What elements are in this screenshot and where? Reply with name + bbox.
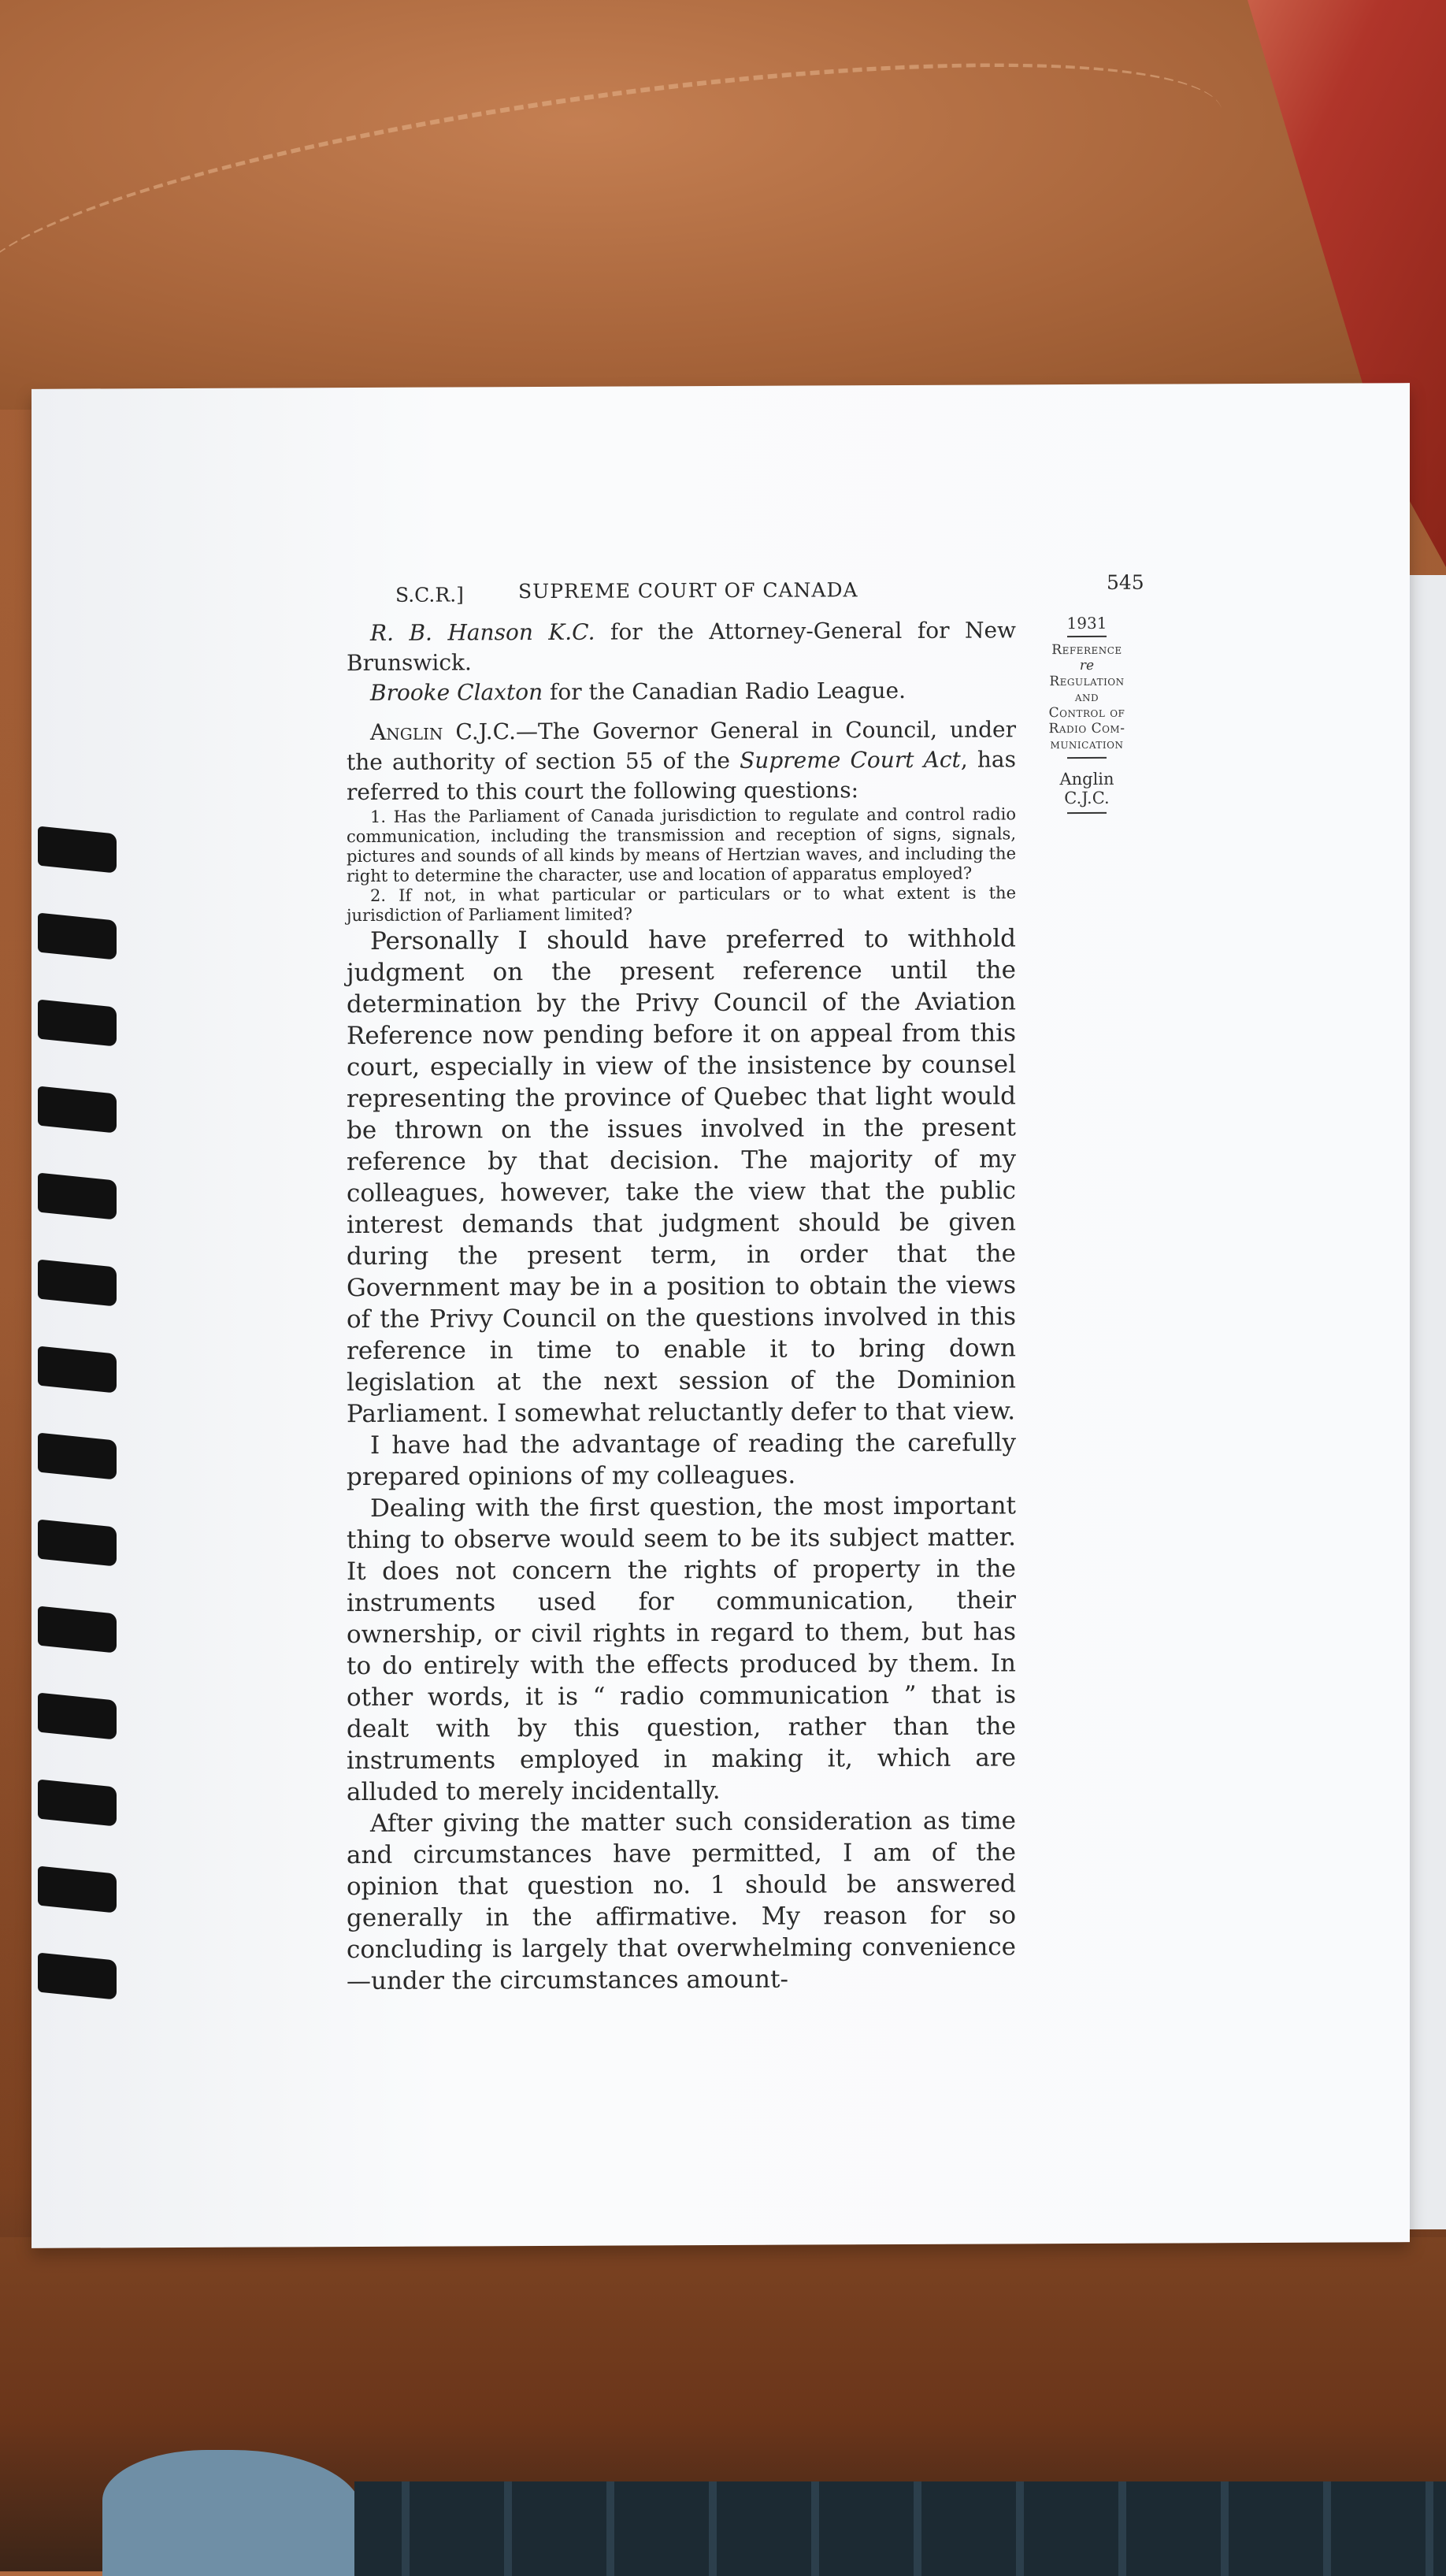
opening-text-end: , has referred to this court the following questions:	[347, 746, 1016, 806]
book-page	[32, 383, 1410, 2248]
judge-name: Anglin	[370, 718, 443, 745]
counsel-name: R. B. Hanson K.C.	[370, 618, 595, 646]
margin-judge-name: Anglin	[1059, 769, 1114, 789]
page-number: 545	[1107, 570, 1144, 594]
binding-coil	[38, 1693, 117, 1740]
running-head-title: SUPREME COURT OF CANADA	[518, 578, 858, 603]
reporter-abbrev: S.C.R.]	[395, 583, 464, 607]
binding-coil	[38, 1953, 117, 2000]
binding-coil	[38, 1173, 117, 1220]
binding-coil	[38, 1346, 117, 1394]
margin-line: Reference	[1051, 641, 1122, 659]
plaid-fabric	[354, 2481, 1446, 2576]
body-paragraph: I have had the advantage of reading the carefully prepared opinions of my colleagues.	[347, 1428, 1016, 1492]
counsel-line	[347, 675, 1016, 708]
main-text	[347, 615, 1016, 1997]
binding-coil	[38, 913, 117, 960]
couch-background	[0, 0, 1446, 410]
body-paragraph: After giving the matter such consideration as time and circumstances have permitted, I am of the opinion that question no. 1 should be answered generally in the affirmative. My reason for so concluding is largely that overwhelming convenience—under the circumstances amount-	[347, 1806, 1016, 1996]
running-head	[347, 570, 1213, 612]
margin-line: and	[1074, 689, 1099, 706]
margin-line: Radio Com-	[1048, 720, 1125, 737]
counsel-role: for the Canadian Radio League.	[543, 677, 906, 705]
binding-coil	[38, 1606, 117, 1654]
opening-text: C.J.C.—The Governor General in Council, under the authority of section 55 of the	[347, 716, 1016, 776]
counsel-role: for the Attorney-General for New Brunswick.	[347, 617, 1016, 677]
question-item: 2. If not, in what particular or particulars or to what extent is the jurisdiction of Parliament limited?	[347, 883, 1016, 926]
margin-line: munication	[1050, 736, 1124, 753]
margin-line: Control of	[1048, 704, 1125, 722]
page-content	[347, 570, 1213, 1997]
margin-line: Regulation	[1049, 673, 1125, 690]
binding-coil	[38, 1520, 117, 1567]
binding-coil	[38, 1000, 117, 1047]
binding-coil	[38, 1260, 117, 1307]
binding-coil	[38, 826, 117, 874]
margin-line: re	[1079, 657, 1095, 674]
spiral-binding	[32, 830, 118, 2058]
binding-coil	[38, 1866, 117, 1913]
binding-coil	[38, 1433, 117, 1480]
binding-coil	[38, 1780, 117, 1827]
margin-judge-title: C.J.C.	[1064, 788, 1110, 808]
jeans-fabric	[102, 2450, 362, 2576]
margin-year: 1931	[1066, 613, 1107, 633]
margin-rule	[1067, 812, 1107, 814]
binding-coil	[38, 1086, 117, 1134]
body-paragraph: Personally I should have preferred to withhold judgment on the present reference until the determination by the Privy Council of the Aviation Reference now pending before it on appeal from this court, especially in view of the insistence by counsel representing the province of Quebec that light would be thrown on the issues involved in the present reference by that decision. The majority of my colleagues, however, take the view that the public interest demands that judgment should be given during the present term, in order that the Government may be in a position to obtain the views of the Privy Council on the questions involved in this reference in time to enable it to bring down legislation at the next session of the Dominion Parliament. I somewhat reluctantly defer to that view.	[347, 924, 1016, 1429]
act-name: Supreme Court Act	[740, 746, 961, 774]
margin-rule	[1067, 757, 1107, 759]
margin-note	[1024, 615, 1150, 819]
margin-rule	[1067, 636, 1107, 637]
margin-judge	[1024, 770, 1150, 808]
counsel-line	[347, 615, 1016, 678]
couch-seam	[0, 8, 1237, 391]
body-paragraph: Dealing with the first question, the most important thing to observe would seem to be its subject matter. It does not concern the rights of property in the instruments used for communication, their ownership, or civil rights in regard to them, but has to do entirely with the effects produced by them. In other words, it is “ radio communication ” that is dealt with by this question, rather than the instruments employed in making it, which are alluded to merely incidentally.	[347, 1491, 1016, 1807]
opening-paragraph	[347, 715, 1016, 807]
question-item: 1. Has the Parliament of Canada jurisdiction to regulate and control radio communication, including the transmission and reception of signs, signals, pictures and sounds of all kinds by means of Hertzian waves, and including the right to determine the character, use and location of apparatus employed?	[347, 804, 1016, 886]
counsel-name: Brooke Claxton	[370, 678, 543, 706]
